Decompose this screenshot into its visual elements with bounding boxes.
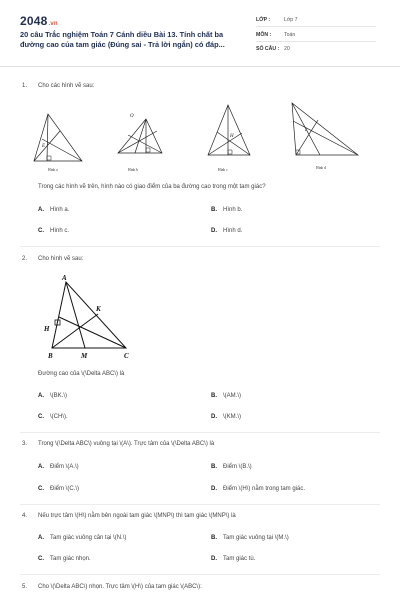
option-letter: B. — [211, 207, 217, 213]
option-text: Hình d. — [223, 228, 243, 234]
svg-text:I: I — [305, 128, 307, 133]
meta-divider — [256, 41, 376, 42]
question-divider — [20, 246, 380, 247]
question-2-figure — [30, 270, 150, 362]
option-c[interactable] — [38, 486, 79, 492]
option-b[interactable] — [211, 535, 289, 541]
question-1-figures — [0, 95, 400, 177]
meta-divider — [256, 26, 376, 27]
option-c[interactable] — [38, 228, 69, 234]
option-letter: A. — [38, 464, 44, 470]
option-letter: D. — [211, 486, 217, 492]
meta-value: 20 — [284, 46, 290, 52]
option-letter: C. — [38, 486, 44, 492]
option-letter: C. — [38, 228, 44, 234]
option-letter: D. — [211, 556, 217, 562]
document-title: 20 câu Trắc nghiệm Toán 7 Cánh diều Bài 13. Tính chất ba đường cao của tam giác (Đúng sai - Trả lời ngắn) có đáp... — [20, 30, 225, 49]
logo-suffix: .vn — [48, 21, 58, 27]
label-h: H — [44, 325, 50, 333]
logo-text: 2048 — [20, 14, 48, 28]
option-letter: B. — [211, 464, 217, 470]
option-d[interactable] — [211, 486, 305, 492]
option-b[interactable] — [211, 207, 242, 213]
option-d[interactable] — [211, 556, 255, 562]
question-text: Cho \(\Delta ABC\) nhọn. Trực tâm \(H\) của tam giác \(ABC\): — [38, 584, 202, 590]
question-prompt: Đường cao của \(\Delta ABC\) là — [38, 371, 125, 377]
option-text: Điểm \(B.\) — [223, 464, 252, 470]
question-number: 3. — [22, 441, 28, 447]
svg-text:E: E — [42, 144, 46, 149]
label-b: B — [48, 352, 53, 360]
option-b[interactable] — [211, 393, 241, 399]
option-letter: C. — [38, 414, 44, 420]
figure-a — [34, 114, 82, 161]
figure-b — [118, 114, 162, 153]
option-d[interactable] — [211, 228, 242, 234]
meta-key: LỚP : — [256, 17, 271, 23]
option-letter: B. — [211, 393, 217, 399]
option-letter: D. — [211, 414, 217, 420]
question-prompt: Trong các hình vẽ trên, hình nào có giao điểm của ba đường cao trong một tam giác? — [38, 184, 266, 190]
option-d[interactable] — [211, 414, 241, 420]
question-number: 1. — [22, 83, 28, 89]
question-text: Cho hình vẽ sau: — [38, 256, 84, 262]
label-k: K — [96, 305, 101, 313]
option-c[interactable] — [38, 414, 68, 420]
option-a[interactable] — [38, 207, 69, 213]
question-divider — [20, 432, 380, 433]
option-text: \(BK.\) — [50, 393, 68, 399]
option-text: Điểm \(A.\) — [50, 464, 79, 470]
label-m: M — [81, 352, 88, 360]
question-divider — [20, 574, 380, 575]
option-b[interactable] — [211, 464, 252, 470]
figure-caption: Hình c — [218, 168, 228, 172]
svg-text:H: H — [230, 134, 234, 139]
meta-key: SỐ CÂU : — [256, 46, 280, 52]
option-a[interactable] — [38, 464, 79, 470]
question-text: Trong \(\Delta ABC\) vuông tại \(A\). Trực tâm của \(\Delta ABC\) là — [38, 441, 215, 447]
option-text: Tam giác vuông cân tại \(N.\) — [50, 535, 127, 541]
option-text: \(CH\). — [50, 414, 68, 420]
option-text: Tam giác vuông tại \(M.\) — [223, 535, 289, 541]
option-letter: A. — [38, 393, 44, 399]
option-letter: A. — [38, 535, 44, 541]
option-text: \(KM.\) — [223, 414, 241, 420]
option-a[interactable] — [38, 393, 67, 399]
option-letter: C. — [38, 556, 44, 562]
site-logo[interactable] — [20, 14, 58, 28]
option-c[interactable] — [38, 556, 91, 562]
figure-c — [208, 105, 250, 155]
page-header — [0, 0, 400, 67]
meta-value: Lớp 7 — [284, 17, 298, 23]
question-number: 5. — [22, 584, 28, 590]
option-text: Hình c. — [50, 228, 70, 234]
option-text: Tam giác nhọn. — [50, 556, 91, 562]
question-number: 4. — [22, 513, 28, 519]
label-c: C — [124, 352, 129, 360]
figure-caption: Hình d — [316, 166, 326, 170]
figure-d — [292, 103, 358, 155]
svg-text:O: O — [130, 114, 134, 119]
option-text: Hình a. — [50, 207, 70, 213]
meta-key: MÔN : — [256, 32, 272, 38]
option-text: Điểm \(C.\) — [50, 486, 79, 492]
option-text: Hình b. — [223, 207, 243, 213]
figure-caption: Hình b — [128, 168, 138, 172]
label-a: A — [62, 274, 67, 282]
option-a[interactable] — [38, 535, 126, 541]
figure-caption: Hình a — [48, 168, 58, 172]
option-letter: B. — [211, 535, 217, 541]
meta-value: Toán — [284, 32, 296, 38]
option-text: Điểm \(H\) nằm trong tam giác. — [223, 486, 306, 492]
option-text: \(AM.\) — [223, 393, 241, 399]
question-number: 2. — [22, 256, 28, 262]
question-text: Nếu trực tâm \(H\) nằm bên ngoài tam giác \(MNP\) thì tam giác \(MNP\) là — [38, 513, 236, 519]
question-divider — [20, 504, 380, 505]
question-text: Cho các hình vẽ sau: — [38, 83, 95, 89]
option-text: Tam giác tù. — [223, 556, 256, 562]
option-letter: A. — [38, 207, 44, 213]
option-letter: D. — [211, 228, 217, 234]
